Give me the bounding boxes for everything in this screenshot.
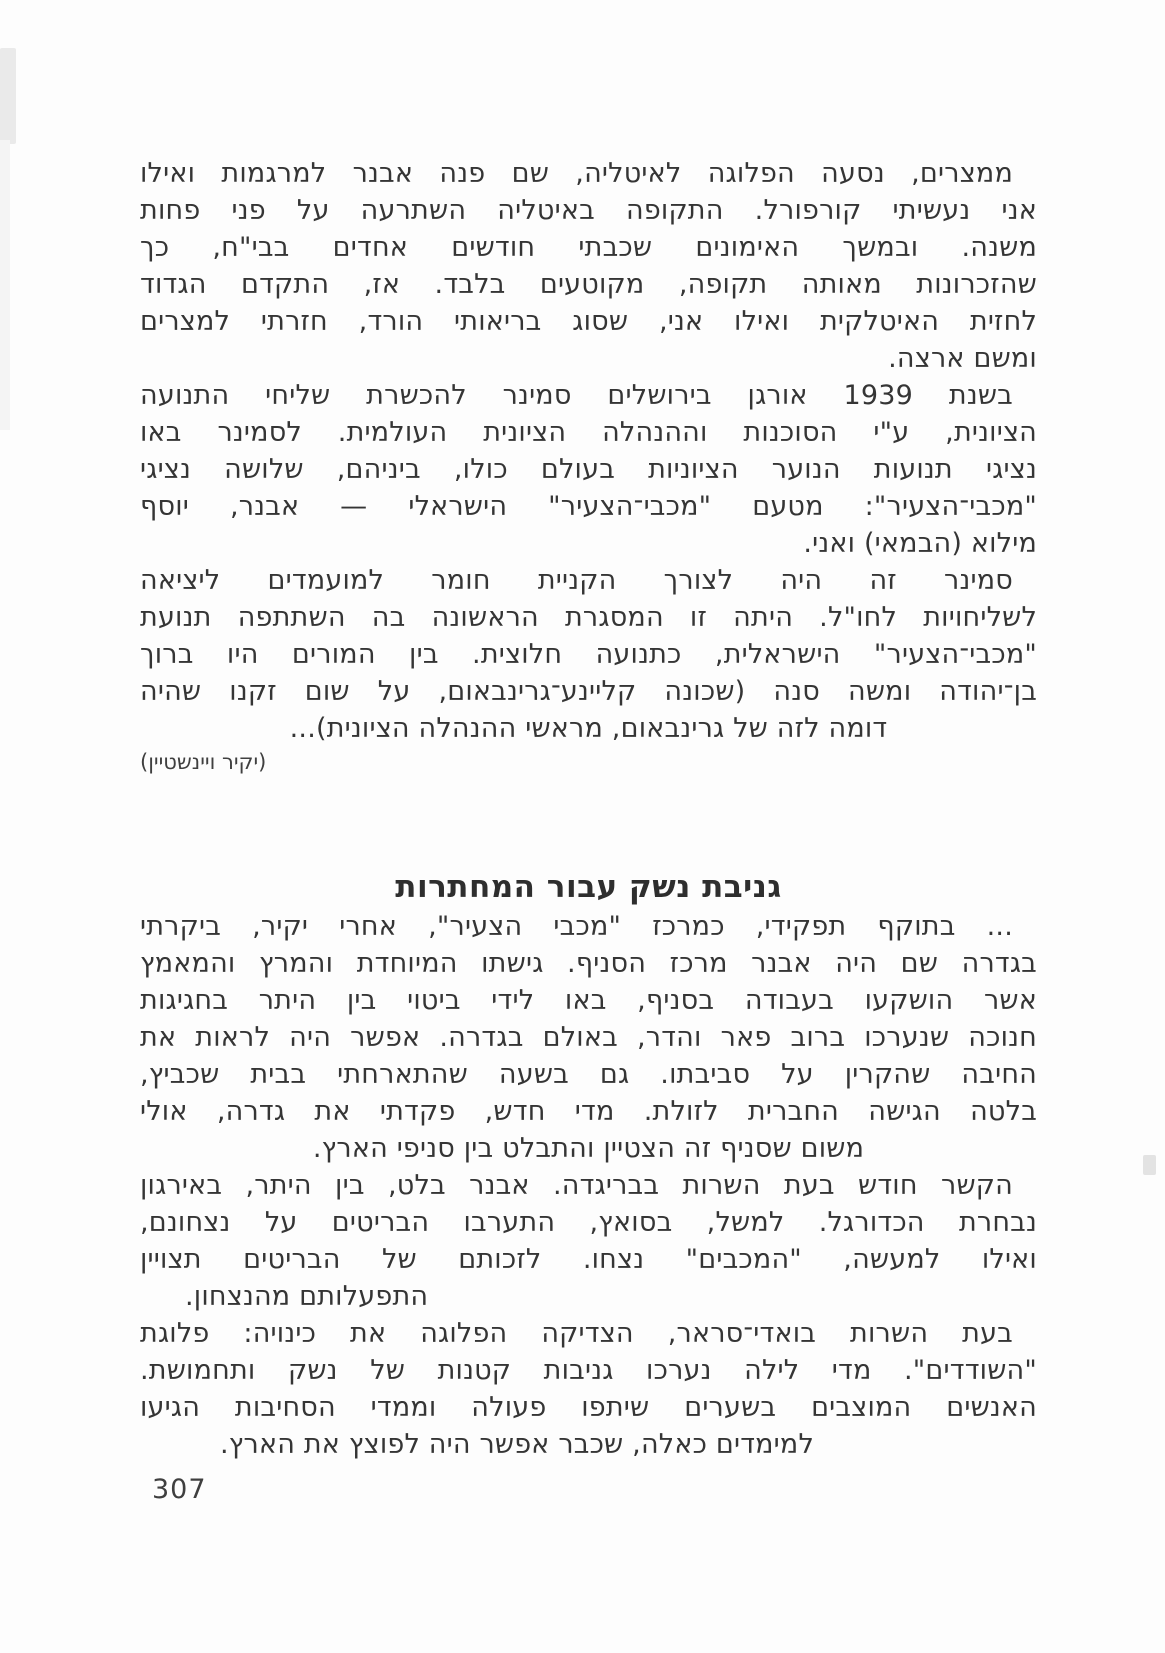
scan-smudge <box>0 140 10 430</box>
text-line: בשנת 1939 אורגן בירושלים סמינר להכשרת שליחי התנועה <box>140 380 1013 411</box>
text-line: שהזכרונות מאותה תקופה, מקוטעים בלבד. אז, התקדם הגדוד <box>140 269 1037 300</box>
page-number: 307 <box>152 1474 207 1505</box>
section-heading: גניבת נשק עבור המחתרות <box>395 869 782 905</box>
text-line: האנשים המוצבים בשערים שיתפו פעולה וממדי הסחיבות הגיעו <box>140 1392 1037 1423</box>
text-line: ואילו למעשה, "המכבים" נצחו. לזכותם של הבריטים תצויין <box>140 1244 1037 1275</box>
paragraph <box>140 562 1037 747</box>
paragraph <box>140 1167 1037 1315</box>
text-line: חנוכה שנערכו ברוב פאר והדר, באולם בגדרה. אפשר היה לראות את <box>140 1022 1037 1053</box>
text-line: הקשר חודש בעת השרות בבריגדה. אבנר בלט, בין היתר, באירגון <box>140 1170 1013 1201</box>
scan-speck <box>1143 1155 1156 1175</box>
text-line: נבחרת הכדורגל. למשל, בסואץ, התערבו הבריטים על נצחונם, <box>140 1207 1037 1238</box>
scan-smudge <box>0 48 16 144</box>
text-line: בגדרה שם היה אבנר מרכז הסניף. גישתו המיוחדת והמרץ והמאמץ <box>140 948 1037 979</box>
text-line: בעת השרות בואדי־סראר, הצדיקה הפלוגה את כינויה: פלוגת <box>140 1318 1013 1349</box>
text-line: החיבה שהקרין על סביבתו. גם בשעה שהתארחתי בבית שכביץ, <box>140 1059 1037 1090</box>
text-line: ומשם ארצה. <box>888 343 1037 374</box>
text-line: בלטה הגישה החברית לזולת. מדי חדש, פקדתי את גדרה, אולי <box>140 1096 1037 1127</box>
text-line: דומה לזה של גרינבאום, מראשי ההנהלה הציונית)... <box>289 713 888 744</box>
paragraph <box>140 1315 1037 1463</box>
text-line: אשר הושקעו בעבודה בסניף, באו לידי ביטוי בין היתר בחגיגות <box>140 985 1037 1016</box>
paragraph <box>140 377 1037 562</box>
text-line: "מכבי־הצעיר": מטעם "מכבי־הצעיר" הישראלי — אבנר, יוסף <box>140 491 1037 522</box>
paragraph <box>140 155 1037 377</box>
text-line: "השודדים". מדי לילה נערכו גניבות קטנות של נשק ותחמושת. <box>140 1355 1037 1386</box>
text-line: התפעלותם מהנצחון. <box>185 1281 429 1312</box>
text-column <box>140 155 1037 1463</box>
text-line: מילוא (הבמאי) ואני. <box>803 528 1037 559</box>
text-line: הציונית, ע"י הסוכנות וההנהלה הציונית העולמית. לסמינר באו <box>140 417 1037 448</box>
text-line: לחזית האיטלקית ואילו אני, שסוג בריאותי הורד, חזרתי למצרים <box>140 306 1037 337</box>
text-line: "מכבי־הצעיר" הישראלית, כתנועה חלוצית. בין המורים היו ברוך <box>140 639 1037 670</box>
text-line: משנה. ובמשך האימונים שכבתי חודשים אחדים בבי"ח, כך <box>140 232 1037 263</box>
text-line: ... בתוקף תפקידי, כמרכז "מכבי הצעיר", אחרי יקיר, ביקרתי <box>140 911 1013 942</box>
attribution: (יקיר ויינשטיין) <box>140 750 267 774</box>
text-line: לשליחויות לחו"ל. היתה זו המסגרת הראשונה בה השתתפה תנועת <box>140 602 1037 633</box>
text-line: משום שסניף זה הצטיין והתבלט בין סניפי הארץ. <box>312 1133 865 1164</box>
text-line: אני נעשיתי קורפורל. התקופה באיטליה השתרעה על פני פחות <box>140 195 1037 226</box>
text-line: נציגי תנועות הנוער הציוניות בעולם כולו, ביניהם, שלושה נציגי <box>140 454 1037 485</box>
text-line: ממצרים, נסעה הפלוגה לאיטליה, שם פנה אבנר למרגמות ואילו <box>140 158 1013 189</box>
text-line: סמינר זה היה לצורך הקניית חומר למועמדים ליציאה <box>140 565 1013 596</box>
text-line: בן־יהודה ומשה סנה (שכונה קליינע־גרינבאום, על שום זקנו שהיה <box>140 676 1037 707</box>
text-line: למימדים כאלה, שכבר אפשר היה לפוצץ את הארץ. <box>220 1429 815 1460</box>
paragraph <box>140 908 1037 1167</box>
